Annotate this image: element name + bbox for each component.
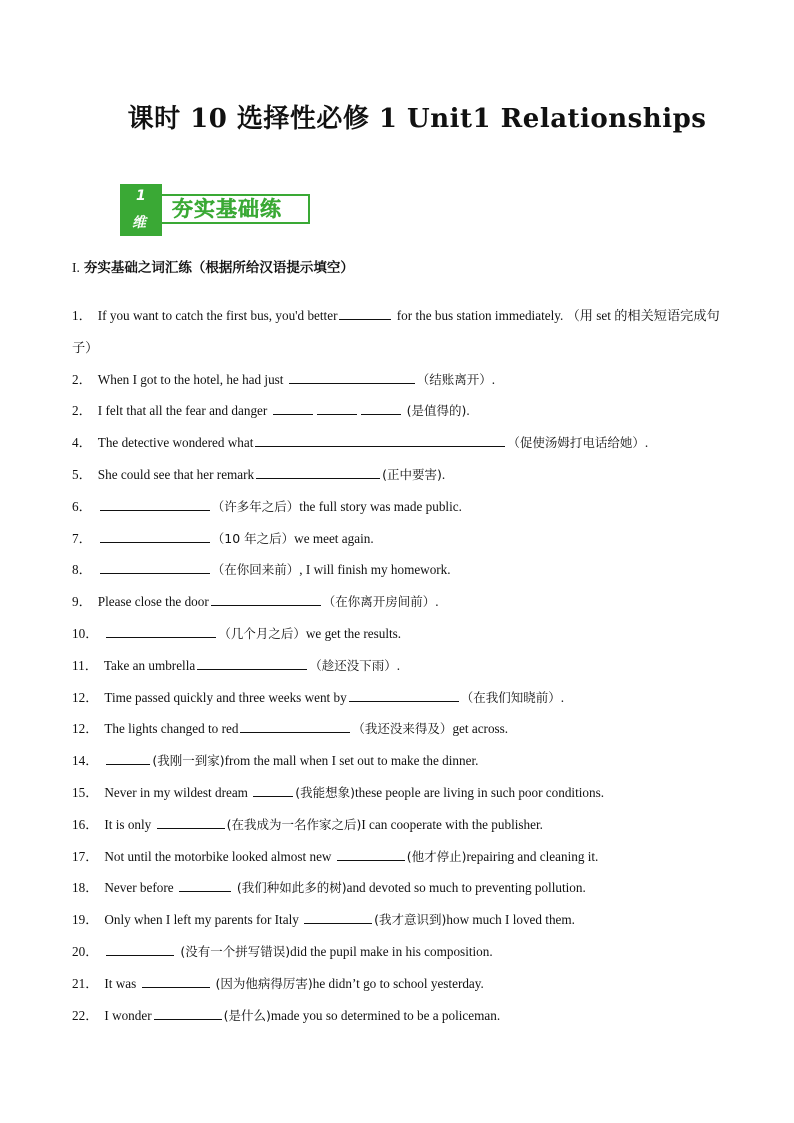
answer-blank[interactable]	[304, 911, 372, 924]
exercise-item	[72, 554, 732, 586]
item-hint: （我还没来得及）	[352, 721, 453, 737]
exercise-item	[72, 586, 732, 618]
item-hint: (我能想象)	[295, 784, 355, 800]
exercise-item	[72, 841, 732, 873]
answer-blank[interactable]	[100, 530, 210, 543]
item-number: 21．	[72, 975, 99, 991]
item-number: 19．	[72, 912, 99, 928]
answer-blank[interactable]	[240, 720, 350, 733]
item-number: 12．	[72, 689, 99, 705]
item-rest: did the pupil make in his composition.	[290, 943, 493, 959]
item-rest: I can cooperate with the publisher.	[361, 816, 543, 832]
answer-blank[interactable]	[361, 402, 401, 415]
exercise-item	[72, 395, 732, 427]
badge-label: 夯实基础练	[162, 194, 310, 224]
item-prompt: Never in my wildest dream	[104, 784, 252, 800]
item-rest: the full story was made public.	[299, 498, 462, 514]
item-prompt: When I got to the hotel, he had just	[97, 371, 287, 387]
exercise-item	[72, 713, 732, 745]
item-hint: (正中要害)	[382, 466, 442, 482]
item-number: 9．	[72, 594, 92, 610]
item-number: 7．	[72, 530, 92, 546]
answer-blank[interactable]	[255, 434, 505, 447]
exercise-item	[72, 745, 732, 777]
item-rest: .	[435, 594, 439, 610]
answer-blank[interactable]	[289, 371, 415, 384]
item-prompt: I wonder	[104, 1007, 152, 1023]
item-number: 17．	[72, 848, 99, 864]
item-rest: made you so determined to be a policeman.	[270, 1007, 501, 1023]
item-rest: , I will finish my homework.	[299, 562, 451, 578]
item-rest: .	[644, 435, 649, 451]
section-heading	[72, 256, 354, 276]
answer-blank[interactable]	[253, 784, 293, 797]
item-number: 22．	[72, 1007, 99, 1023]
answer-blank[interactable]	[337, 848, 405, 861]
item-number: 15．	[72, 784, 99, 800]
item-number: 20．	[72, 943, 99, 959]
item-prompt: It is only	[104, 816, 155, 832]
item-number: 8．	[72, 562, 92, 578]
exercise-item	[72, 1000, 732, 1032]
item-rest: these people are living in such poor conditions.	[355, 784, 605, 800]
item-prompt: Never before	[104, 880, 177, 896]
answer-blank[interactable]	[157, 816, 225, 829]
item-hint: (我们种如此多的树)	[232, 880, 347, 896]
answer-blank[interactable]	[273, 402, 313, 415]
answer-blank[interactable]	[179, 879, 231, 892]
answer-blank[interactable]	[349, 689, 459, 702]
badge-number: 1	[136, 188, 146, 204]
item-prompt: Not until the motorbike looked almost new	[104, 848, 335, 864]
exercise-item	[72, 777, 732, 809]
item-hint: (因为他病得厉害)	[211, 975, 313, 991]
item-number: 1．	[72, 308, 92, 323]
exercise-item	[72, 968, 732, 1000]
item-rest: get across.	[452, 721, 509, 737]
exercise-item	[72, 459, 732, 491]
page-title: 课时 10 选择性必修 1 Unit1 Relationships	[127, 104, 707, 134]
item-hint: (在我成为一名作家之后)	[226, 816, 362, 832]
item-rest: how much I loved them.	[446, 912, 575, 928]
answer-blank[interactable]	[256, 466, 380, 479]
exercise-item	[72, 491, 732, 523]
answer-blank[interactable]	[197, 657, 307, 670]
item-number: 18．	[72, 880, 99, 896]
item-hint: (是值得的)	[402, 403, 467, 419]
item-rest: repairing and cleaning it.	[466, 848, 599, 864]
answer-blank[interactable]	[211, 593, 321, 606]
item-number: 2．	[72, 371, 92, 387]
item-number: 14．	[72, 753, 99, 769]
item-number: 11．	[72, 657, 98, 673]
exercise-item	[72, 872, 732, 904]
badge-char: 维	[132, 215, 146, 231]
item-rest: he didn’t go to school yesterday.	[312, 975, 484, 991]
item-prompt: Time passed quickly and three weeks went by	[104, 689, 347, 705]
item-rest: and devoted so much to preventing pollution.	[346, 880, 586, 896]
exercise-item	[72, 300, 732, 364]
section-badge	[120, 184, 320, 238]
badge-box	[120, 184, 162, 236]
answer-blank[interactable]	[100, 561, 210, 574]
exercise-item	[72, 650, 732, 682]
item-rest: .	[491, 371, 496, 387]
item-rest: we meet again.	[294, 530, 374, 546]
item-hint: （10 年之后）	[211, 530, 295, 546]
answer-blank[interactable]	[142, 975, 210, 988]
answer-blank[interactable]	[154, 1007, 222, 1020]
answer-blank[interactable]	[100, 498, 210, 511]
item-hint: （在你回来前）	[211, 562, 300, 578]
item-number: 6．	[72, 498, 92, 514]
answer-blank[interactable]	[106, 625, 216, 638]
item-prompt: The detective wondered what	[97, 435, 254, 451]
item-prompt: It was	[104, 975, 140, 991]
item-hint: (是什么)	[223, 1007, 271, 1023]
exercise-item	[72, 936, 732, 968]
item-number: 10．	[72, 625, 99, 641]
answer-blank[interactable]	[317, 402, 357, 415]
item-hint: （结账离开）	[416, 371, 492, 387]
item-number: 4．	[72, 435, 92, 451]
item-prompt: Please close the door	[97, 594, 209, 610]
item-hint: （在你离开房间前）	[322, 594, 436, 610]
exercise-item	[72, 904, 732, 936]
item-rest: from the mall when I set out to make the dinner.	[224, 753, 479, 769]
item-prompt: The lights changed to red	[104, 721, 239, 737]
item-hint: (没有一个拼写错误)	[176, 943, 291, 959]
item-rest: we get the results.	[305, 625, 402, 641]
item-number: 5．	[72, 466, 92, 482]
item-hint: （几个月之后）	[218, 625, 306, 641]
answer-blank[interactable]	[106, 752, 150, 765]
exercise-item	[72, 523, 732, 555]
item-hint: (我刚一到家)	[152, 753, 225, 769]
exercise-item	[72, 809, 732, 841]
section-roman: I.	[72, 260, 80, 275]
item-hint: （在我们知晓前）	[460, 689, 561, 705]
item-number: 12．	[72, 721, 99, 737]
item-hint: （许多年之后）	[211, 498, 300, 514]
exercise-list	[72, 300, 732, 1031]
item-prompt: Take an umbrella	[103, 657, 196, 673]
exercise-item	[72, 682, 732, 714]
exercise-item	[72, 618, 732, 650]
item-prompt: If you want to catch the first bus, you'd better	[97, 308, 338, 323]
answer-blank[interactable]	[106, 943, 174, 956]
answer-blank[interactable]	[339, 307, 391, 320]
section-heading-text: 夯实基础之词汇练（根据所给汉语提示填空）	[83, 260, 354, 276]
item-hint: (我才意识到)	[374, 912, 447, 928]
item-rest: for the bus station immediately. （用 set 的相关短语完成句子）	[72, 308, 720, 355]
item-hint: (他才停止)	[406, 848, 467, 864]
exercise-item	[72, 364, 732, 396]
item-prompt: She could see that her remark	[97, 466, 255, 482]
item-number: 16．	[72, 816, 99, 832]
item-hint: （促使汤姆打电话给她）	[507, 435, 645, 451]
item-hint: （趁还没下雨）	[309, 657, 397, 673]
item-rest: .	[560, 689, 565, 705]
item-number: 2．	[72, 403, 92, 419]
item-rest: .	[396, 657, 401, 673]
item-prompt: I felt that all the fear and danger	[97, 403, 271, 419]
exercise-item	[72, 427, 732, 459]
item-prompt: Only when I left my parents for Italy	[104, 912, 303, 928]
item-rest: .	[441, 466, 446, 482]
item-rest: .	[466, 403, 470, 419]
